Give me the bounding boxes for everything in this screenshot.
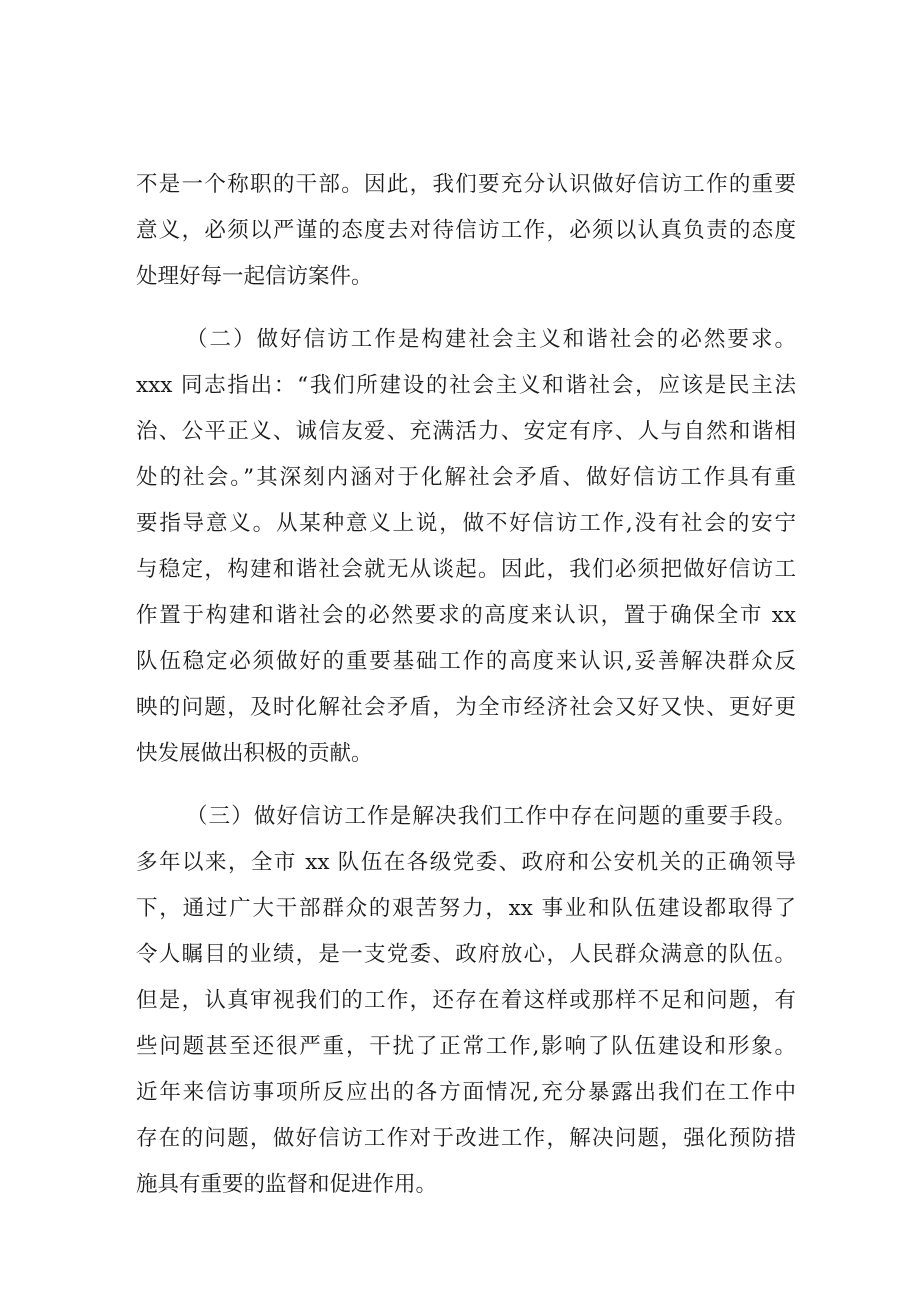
text-line: 作置于构建和谐社会的必然要求的高度来认识，置于确保全市 xx — [136, 603, 796, 628]
text-line: 施具有重要的监督和促进作用。 — [136, 1172, 438, 1197]
text-line: 与稳定，构建和谐社会就无从谈起。因此，我们必须把做好信访工 — [136, 557, 796, 582]
text-line: 令人瞩目的业绩，是一支党委、政府放心，人民群众满意的队伍。 — [136, 942, 796, 967]
paragraph-continuation — [136, 162, 796, 300]
text-line: 些问题甚至还很严重，干扰了正常工作,影响了队伍建设和形象。 — [136, 1034, 796, 1059]
text-line: 要指导意义。从某种意义上说，做不好信访工作,没有社会的安宁 — [136, 511, 796, 536]
text-line: 但是，认真审视我们的工作，还存在着这样或那样不足和问题，有 — [136, 988, 796, 1013]
text-line: 近年来信访事项所反应出的各方面情况,充分暴露出我们在工作中 — [136, 1080, 796, 1105]
section-three-heading-line: （三）做好信访工作是解决我们工作中存在问题的重要手段。 — [186, 804, 796, 829]
paragraph-section-two — [136, 317, 796, 777]
section-two-heading-line: （二）做好信访工作是构建社会主义和谐社会的必然要求。 — [186, 327, 796, 352]
text-line: 意义，必须以严谨的态度去对待信访工作，必须以认真负责的态度 — [136, 218, 796, 243]
text-line: xxx 同志指出：“我们所建设的社会主义和谐社会，应该是民主法 — [136, 373, 796, 398]
text-line: 多年以来，全市 xx 队伍在各级党委、政府和公安机关的正确领导 — [136, 850, 796, 875]
paragraph-section-three — [136, 794, 796, 1208]
text-line: 下，通过广大干部群众的艰苦努力，xx 事业和队伍建设都取得了 — [136, 896, 796, 921]
document-body — [136, 162, 796, 1208]
text-line: 队伍稳定必须做好的重要基础工作的高度来认识,妥善解决群众反 — [136, 649, 796, 674]
text-line: 处的社会。”其深刻内涵对于化解社会矛盾、做好信访工作具有重 — [136, 465, 796, 490]
text-line: 不是一个称职的干部。因此，我们要充分认识做好信访工作的重要 — [136, 172, 796, 197]
text-line: 治、公平正义、诚信友爱、充满活力、安定有序、人与自然和谐相 — [136, 419, 796, 444]
text-line: 处理好每一起信访案件。 — [136, 264, 373, 289]
text-line: 快发展做出积极的贡献。 — [136, 741, 373, 766]
text-line: 映的问题，及时化解社会矛盾，为全市经济社会又好又快、更好更 — [136, 695, 796, 720]
text-line: 存在的问题，做好信访工作对于改进工作，解决问题，强化预防措 — [136, 1126, 796, 1151]
